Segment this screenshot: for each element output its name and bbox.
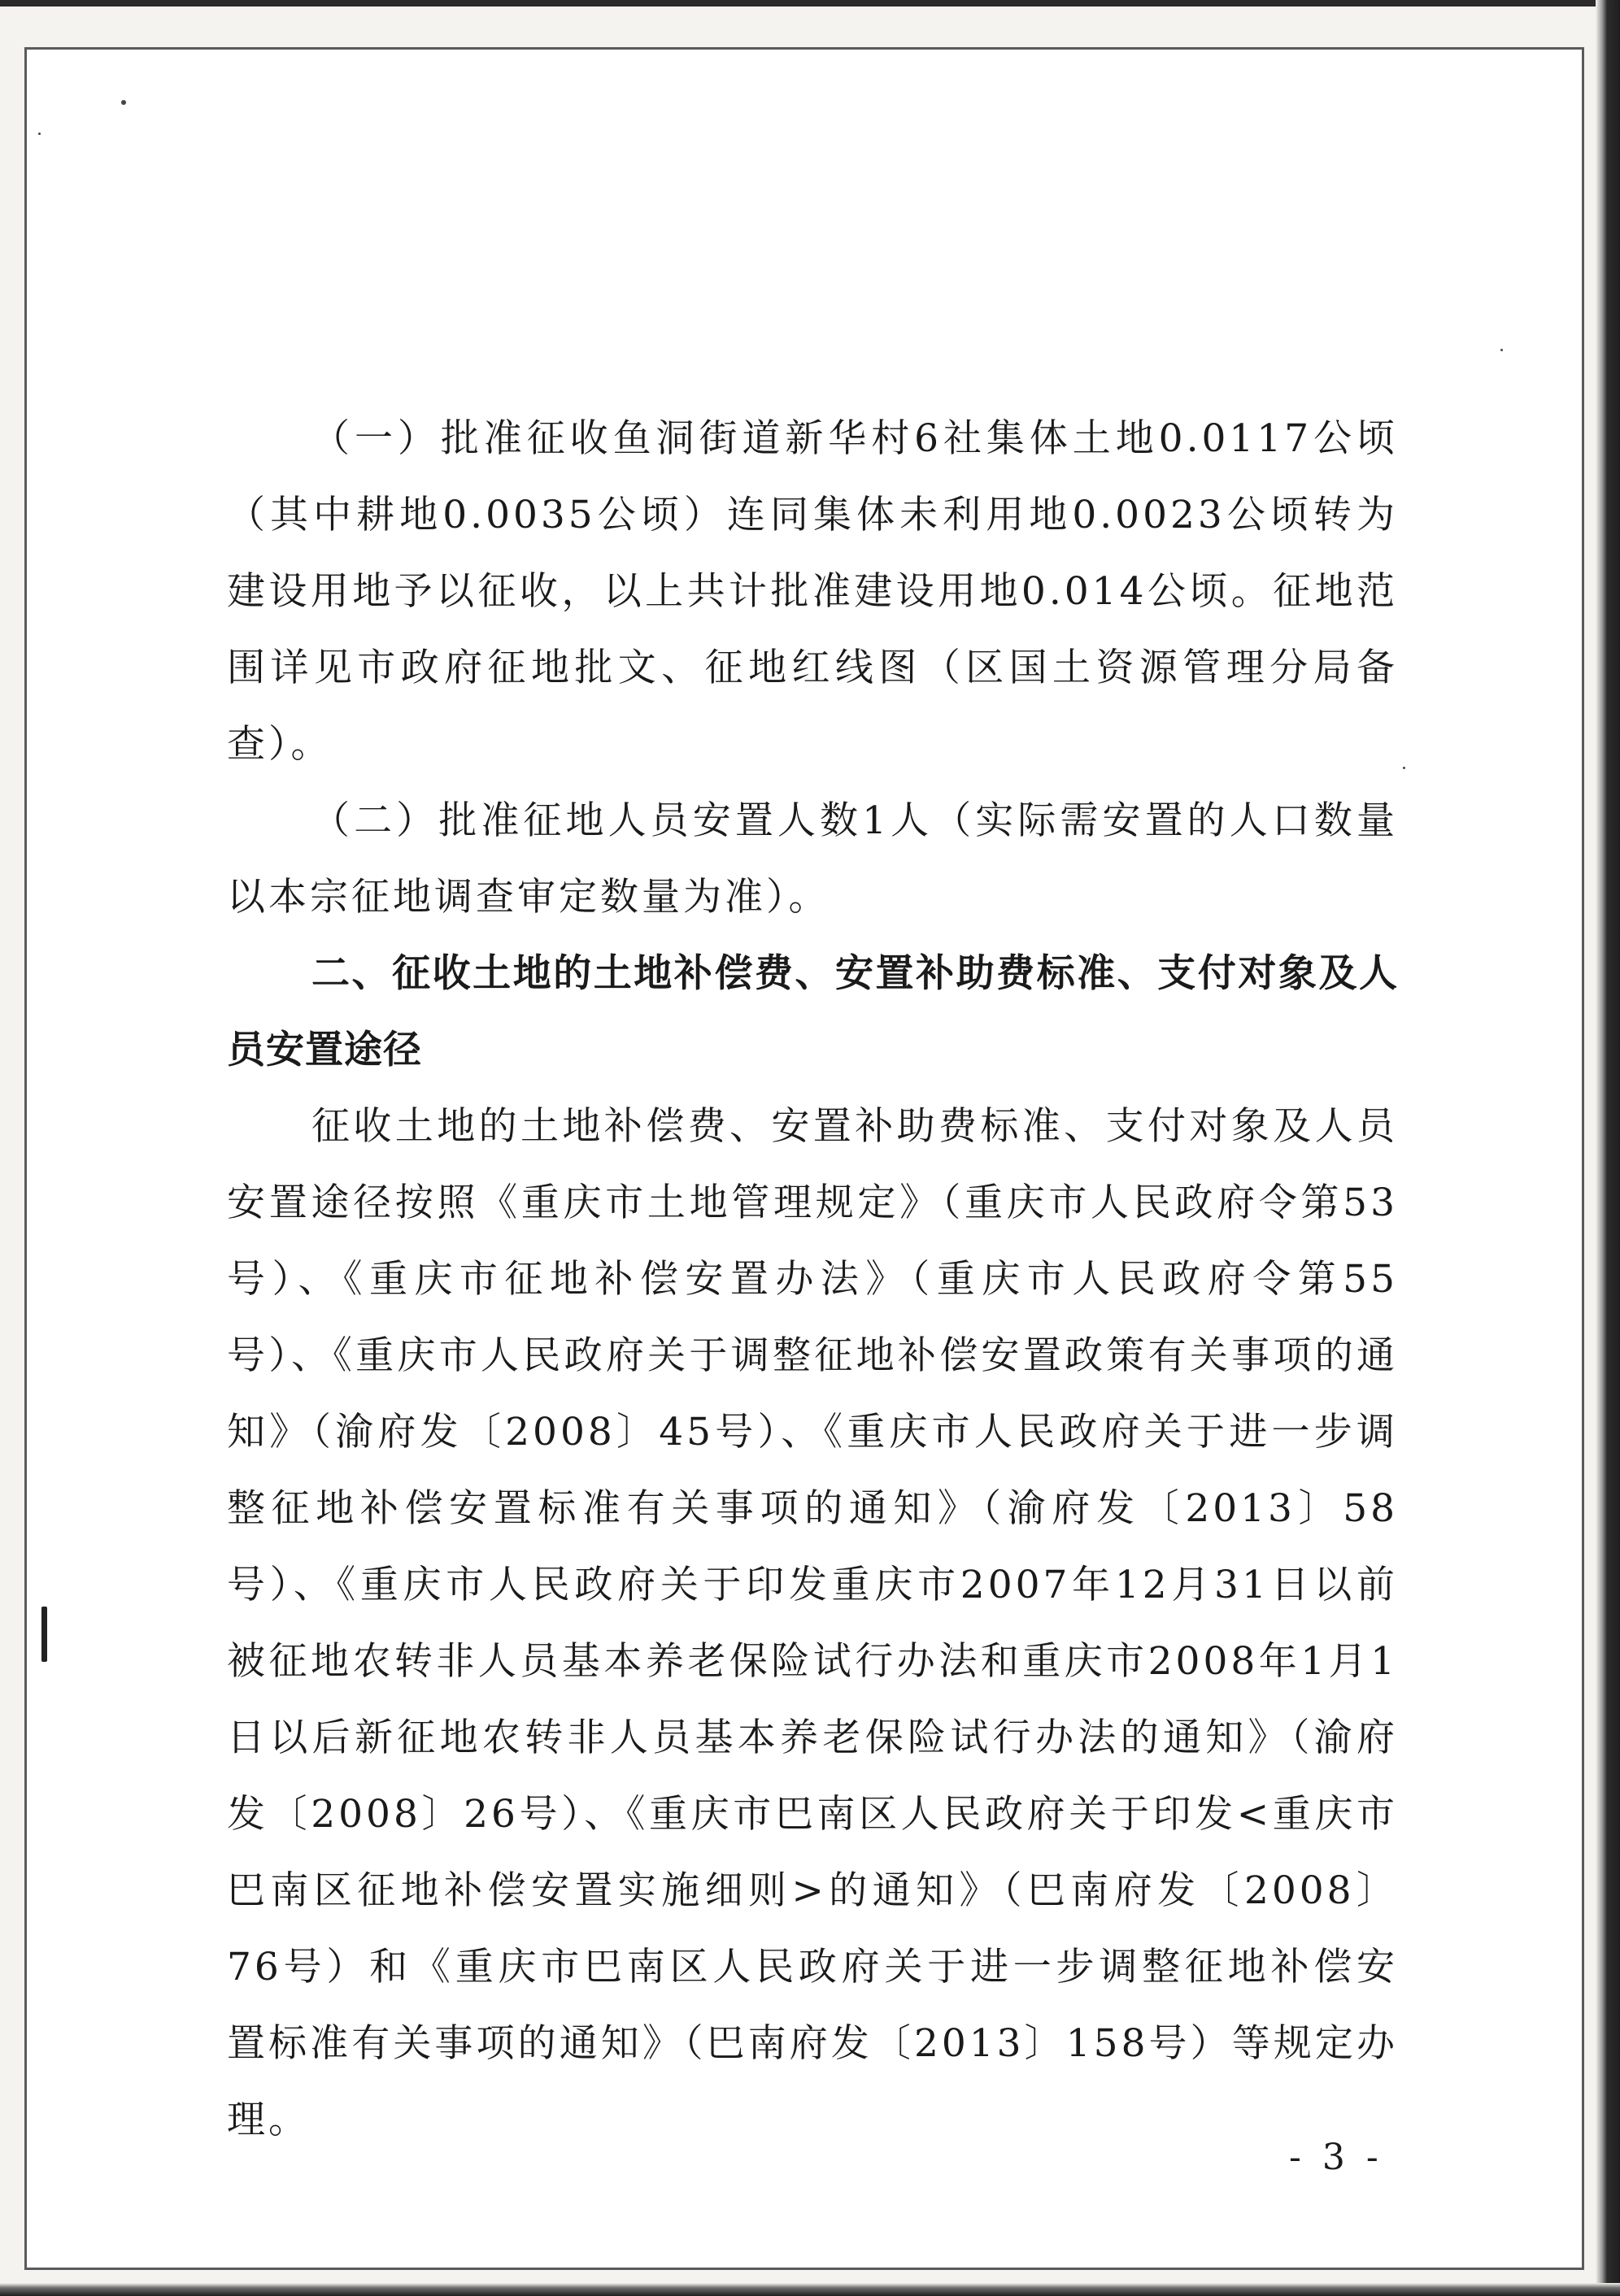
scan-speck xyxy=(1500,349,1503,351)
scan-edge-bottom xyxy=(0,2283,1620,2296)
document-body xyxy=(227,401,1398,2159)
scan-speck xyxy=(121,100,126,105)
paragraph-resettlement-count: （二）批准征地人员安置人数1人（实际需安置的人口数量以本宗征地调查审定数量为准）。 xyxy=(227,798,1398,920)
scan-edge-top xyxy=(0,0,1620,7)
section-heading-compensation: 二、征收土地的土地补偿费、安置补助费标准、支付对象及人员安置途径 xyxy=(227,951,1398,1072)
page-number: - 3 - xyxy=(1289,2137,1383,2178)
scan-speck xyxy=(38,133,41,135)
paragraph-compensation-regulations: 征收土地的土地补偿费、安置补助费标准、支付对象及人员安置途径按照《重庆市土地管理规定》（重庆市人民政府令第53号）、《重庆市征地补偿安置办法》（重庆市人民政府令第55号）、《重庆市人民政府关于调整征地补偿安置政策有关事项的通知》（渝府发〔2008〕45号）、《重庆市人民政府关于进一步调整征地补偿安置标准有关事项的通知》（渝府发〔2013〕58号）、《重庆市人民政府关于印发重庆市2007年12月31日以前被征地农转非人员基本养老保险试行办法和重庆市2008年1月1日以后新征地农转非人员基本养老保险试行办法的通知》（渝府发〔2008〕26号）、《重庆市巴南区人民政府关于印发<重庆市巴南区征地补偿安置实施细则>的通知》（巴南府发〔2008〕76号）和《重庆市巴南区人民政府关于进一步调整征地补偿安置标准有关事项的通知》（巴南府发〔2013〕158号）等规定办理。 xyxy=(227,1104,1398,2142)
paragraph-land-acquisition: （一）批准征收鱼洞街道新华村6社集体土地0.0117公顷（其中耕地0.0035公顷）连同集体未利用地0.0023公顷转为建设用地予以征收，以上共计批准建设用地0.014公顷。征地范围详见市政府征地批文、征地红线图（区国土资源管理分局备查）。 xyxy=(227,416,1398,767)
scan-speck xyxy=(1403,767,1405,769)
binding-mark xyxy=(41,1607,47,1662)
document-page xyxy=(24,47,1584,2270)
scan-edge-right xyxy=(1596,0,1620,2296)
